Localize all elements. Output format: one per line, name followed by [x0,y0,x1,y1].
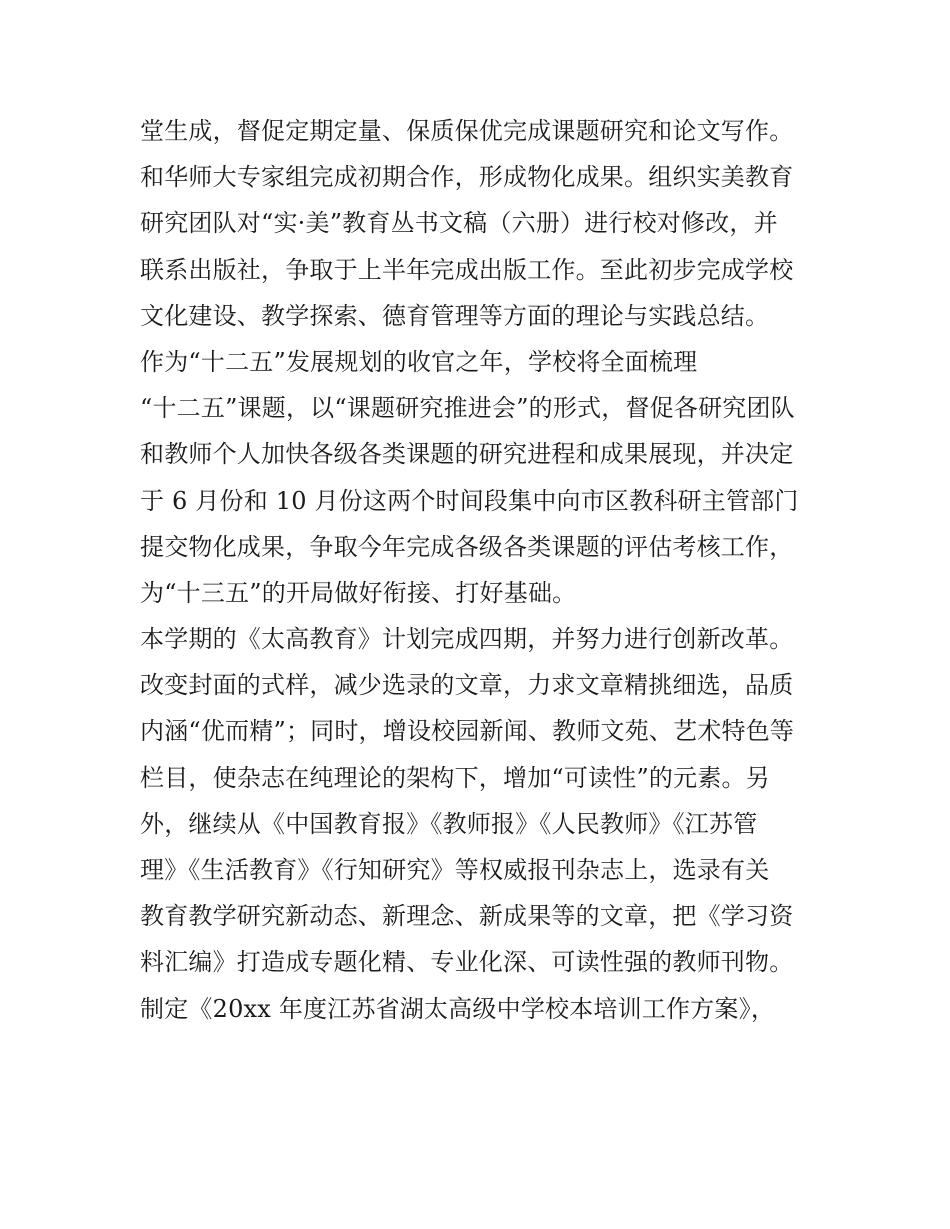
text-line: 提交物化成果，争取今年完成各级各类课题的评估考核工作， [140,532,794,561]
text-line: 和华师大专家组完成初期合作，形成物化成果。组织实美教育 [140,163,794,192]
text-line: 堂生成，督促定期定量、保质保优完成课题研究和论文写作。 [140,117,794,145]
body-text [140,108,830,1032]
text-line: 内涵“优而精”；同时，增设校园新闻、教师文苑、艺术特色等 [140,717,795,746]
text-line: 改变封面的式样，减少选录的文章，力求文章精挑细选，品质 [140,671,794,700]
text-line: 制定《20xx 年度江苏省湖太高级中学校本培训工作方案》， [140,994,776,1023]
text-line: 于 6 月份和 10 月份这两个时间段集中向市区教科研主管部门 [140,486,799,515]
text-line: 教育教学研究新动态、新理念、新成果等的文章，把《学习资 [140,902,794,931]
text-line: 文化建设、教学探索、德育管理等方面的理论与实践总结。 [140,301,770,330]
text-line: 理》《生活教育》《行知研究》等权威报刊杂志上，选录有关 [140,856,770,884]
text-line: 和教师个人加快各级各类课题的研究进程和成果展现，并决定 [140,440,794,469]
text-line: 为“十三五”的开局做好衔接、打好基础。 [140,578,577,607]
text-line: 联系出版社，争取于上半年完成出版工作。至此初步完成学校 [140,255,794,284]
text-line: 栏目，使杂志在纯理论的架构下，增加“可读性”的元素。另 [140,763,770,792]
text-line: 外，继续从《中国教育报》《教师报》《人民教师》《江苏管 [140,809,758,838]
text-line: 本学期的《太高教育》计划完成四期，并努力进行创新改革。 [140,625,794,654]
text-line: 作为“十二五”发展规划的收官之年，学校将全面梳理 [140,347,698,376]
text-line: 研究团队对“实·美”教育丛书文稿（六册）进行校对修改，并 [140,209,778,238]
text-line: “十二五”课题，以“课题研究推进会”的形式，督促各研究团队 [140,394,795,423]
text-line: 料汇编》打造成专题化精、专业化深、可读性强的教师刊物。 [140,948,794,977]
